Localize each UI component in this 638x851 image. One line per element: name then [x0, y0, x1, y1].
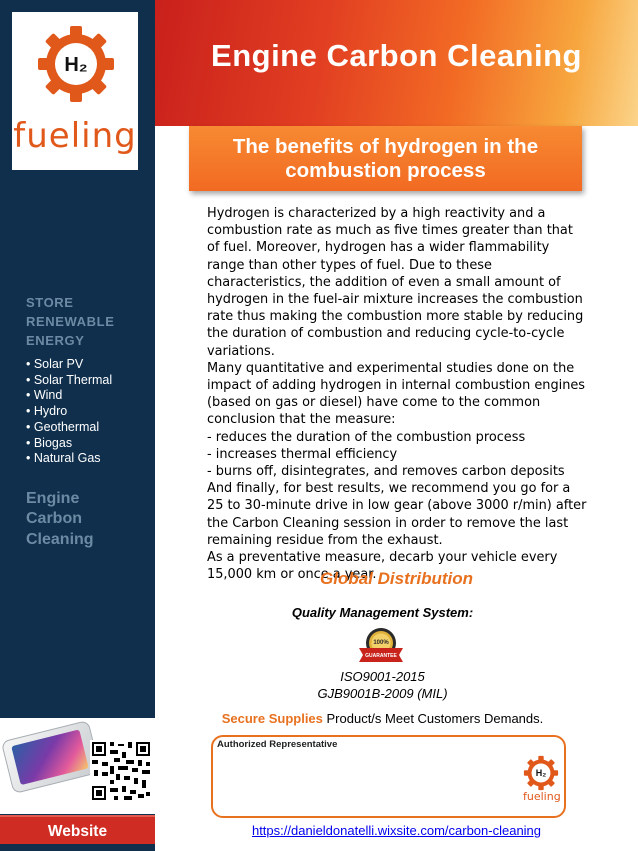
- logo-wordmark: fueling: [13, 116, 137, 156]
- logo-wordmark: fueling: [523, 790, 561, 803]
- svg-text:GUARANTEE: GUARANTEE: [365, 653, 397, 659]
- website-button[interactable]: Website: [0, 815, 155, 844]
- subtitle-box: [189, 126, 582, 191]
- logo-badge-text: H₂: [535, 768, 547, 779]
- qms-label: Quality Management System:: [291, 605, 474, 620]
- list-item: - increases thermal efficiency: [207, 446, 398, 462]
- paragraph: Many quantitative and experimental studies done on the impact of adding hydrogen in internal combustion engines (based on gas or diesel) have come to the common conclusion that the measure:: [207, 360, 586, 428]
- gear-icon: [523, 755, 559, 791]
- qr-code-icon[interactable]: [90, 740, 152, 802]
- paragraph: As a preventative measure, decarb your vehicle every 15,000 km or once a year.: [207, 550, 558, 583]
- phone-and-qr: [0, 718, 155, 814]
- paragraph: Hydrogen is characterized by a high reactivity and a combustion rate as much as five times greater than that of fuel. Moreover, hydrogen has a wider flammability range than other types of fuel. Due to these characteristics, the addition of even a small amount of hydrogen in the fuel-air mixture increases the combustion rate thus making the combustion more stable by reducing the duration of combustion and reducing cycle-to-cycle variations.: [207, 206, 584, 359]
- list-item: • Hydro: [26, 404, 68, 419]
- list-item: • Natural Gas: [26, 451, 101, 466]
- page-title: Engine Carbon Cleaning: [211, 38, 582, 73]
- small-brand-logo: [523, 755, 559, 813]
- header-banner: [155, 0, 638, 126]
- sidebar-heading: STORE RENEWABLE ENERGY: [26, 295, 115, 348]
- paragraph: And finally, for best results, we recommend you go for a 25 to 30-minute drive in low gear (above 3000 r/min) after the Carbon Cleaning session in order to remove the last remaining residue from the exhaust.: [207, 481, 587, 548]
- authorized-label: Authorized Representative: [217, 739, 338, 750]
- list-item: • Geothermal: [26, 419, 100, 434]
- iso-certification: ISO9001-2015: [340, 669, 425, 684]
- brand-logo: [12, 12, 138, 170]
- phone-screen: [11, 729, 89, 785]
- list-item: • Solar PV: [26, 357, 84, 371]
- secure-supplies-line: [155, 711, 610, 726]
- authorized-representative-box: [211, 735, 566, 818]
- list-item: - reduces the duration of the combustion process: [207, 429, 526, 445]
- gear-icon: [36, 24, 116, 104]
- energy-list: [26, 357, 151, 467]
- svg-text:100%: 100%: [373, 640, 389, 646]
- distribution-heading: Global Distribution: [320, 569, 473, 588]
- sidebar-renewable-section: [26, 293, 151, 550]
- secure-supplies-text: Product/s Meet Customers Demands.: [322, 711, 544, 726]
- guarantee-badge-icon: [357, 626, 405, 666]
- gjb-certification: GJB9001B-2009 (MIL): [317, 686, 448, 701]
- secure-supplies-highlight: Secure Supplies: [221, 711, 323, 726]
- logo-badge-text: H₂: [64, 54, 88, 76]
- list-item: • Wind: [26, 388, 63, 403]
- website-url-link[interactable]: https://danieldonatelli.wixsite.com/carbon-cleaning: [251, 823, 542, 838]
- article-body: [207, 205, 587, 583]
- list-item: • Solar Thermal: [26, 372, 113, 387]
- sidebar-link-engine-carbon-cleaning[interactable]: Engine Carbon Cleaning: [26, 489, 94, 548]
- smartphone-image: [1, 720, 101, 794]
- page-subtitle: The benefits of hydrogen in the combustion process: [232, 135, 539, 182]
- list-item: - burns off, disintegrates, and removes carbon deposits: [207, 464, 565, 480]
- list-item: • Biogas: [26, 435, 73, 450]
